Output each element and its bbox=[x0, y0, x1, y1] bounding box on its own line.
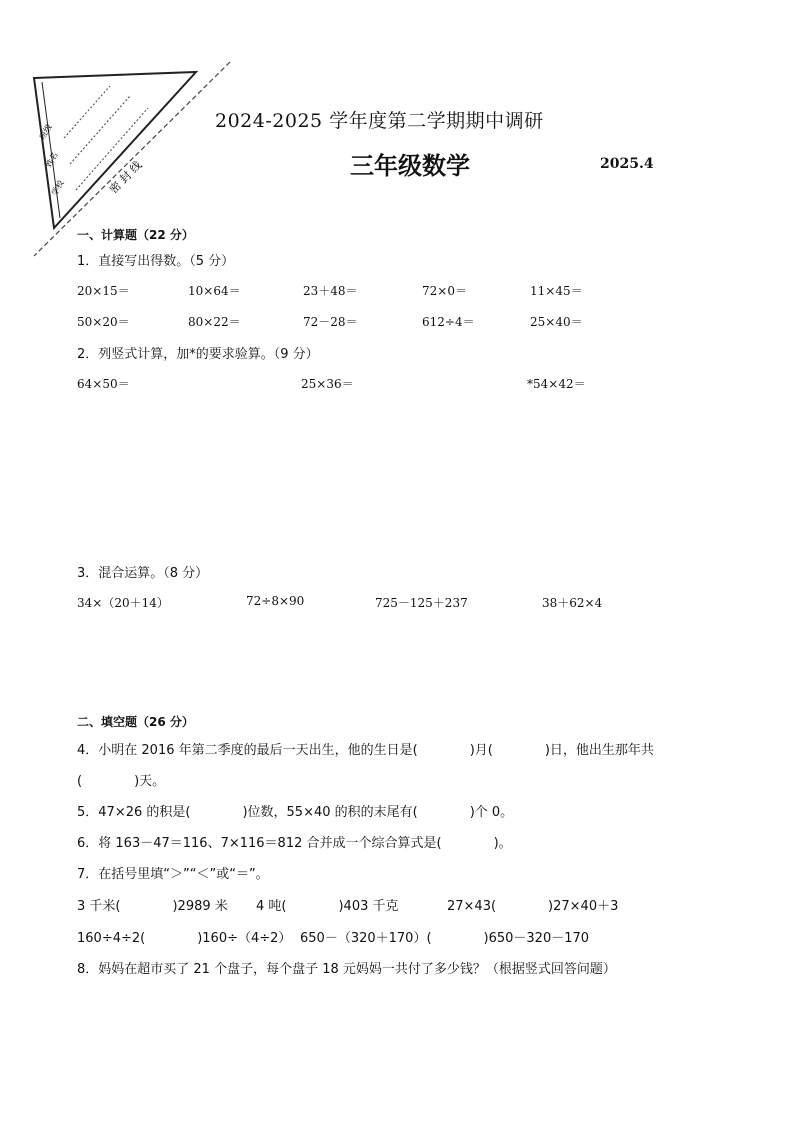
q1-expr: 72－28＝ bbox=[303, 315, 358, 329]
exam-subtitle: 三年级数学 bbox=[350, 152, 470, 180]
q3-expr: 34×（20＋14） bbox=[77, 596, 169, 610]
q7-compare-item: 160÷4÷2( )160÷（4÷2） bbox=[77, 931, 292, 946]
q8: 8．妈妈在超市买了 21 个盘子，每个盘子 18 元妈妈一共付了多少钱？（根据竖式回答问题） bbox=[77, 962, 616, 977]
q2-expr: 25×36＝ bbox=[301, 377, 354, 391]
q1-expr: 25×40＝ bbox=[530, 315, 583, 329]
school-blank-line bbox=[76, 108, 148, 190]
binding-triangle-outline bbox=[34, 72, 196, 228]
section2-heading: 二、填空题（26 分） bbox=[77, 715, 194, 729]
q3-expr: 725－125＋237 bbox=[375, 596, 468, 610]
q4-line2: ( )天。 bbox=[77, 774, 166, 789]
q7-compare-item: 4 吨( )403 千克 bbox=[256, 899, 399, 914]
q2-expr: *54×42＝ bbox=[527, 377, 586, 391]
class-label: 班级 bbox=[37, 122, 54, 141]
q1-expr: 10×64＝ bbox=[188, 284, 241, 298]
q1-expr: 23＋48＝ bbox=[303, 284, 358, 298]
q3-expr: 72÷8×90 bbox=[246, 594, 305, 608]
q2-expr: 64×50＝ bbox=[77, 377, 130, 391]
exam-date: 2025.4 bbox=[600, 156, 654, 172]
q1-label: 1．直接写出得数。（5 分） bbox=[77, 254, 235, 269]
q1-expr: 50×20＝ bbox=[77, 315, 130, 329]
q5: 5．47×26 的积是( )位数，55×40 的积的末尾有( )个 0。 bbox=[77, 805, 514, 820]
q7-compare-item: 27×43( )27×40＋3 bbox=[447, 899, 619, 914]
q4-line1: 4．小明在 2016 年第二季度的最后一天出生，他的生日是( )月( )日，他出生那年共 bbox=[77, 743, 654, 758]
exam-title: 2024-2025 学年度第二学期期中调研 bbox=[215, 110, 544, 132]
q1-expr: 72×0＝ bbox=[422, 284, 467, 298]
q3-label: 3．混合运算。（8 分） bbox=[77, 566, 209, 581]
q1-expr: 612÷4＝ bbox=[422, 315, 475, 329]
q7-compare-item: 3 千米( )2989 米 bbox=[77, 899, 228, 914]
q1-expr: 20×15＝ bbox=[77, 284, 130, 298]
q1-expr: 11×45＝ bbox=[530, 284, 583, 298]
seal-text: 密 封 线 bbox=[106, 158, 145, 197]
section1-heading: 一、计算题（22 分） bbox=[77, 228, 194, 242]
q2-label: 2．列竖式计算，加*的要求验算。（9 分） bbox=[77, 347, 319, 362]
q6: 6．将 163－47＝116、7×116＝812 合并成一个综合算式是( )。 bbox=[77, 836, 512, 851]
name-label: 姓名 bbox=[43, 150, 60, 169]
q7-label: 7．在括号里填“＞”“＜”或“＝”。 bbox=[77, 867, 269, 882]
class-blank-line bbox=[64, 86, 110, 138]
q3-expr: 38＋62×4 bbox=[542, 596, 603, 610]
q7-compare-item: 650－（320＋170）( )650－320－170 bbox=[300, 931, 590, 946]
school-label: 学校 bbox=[49, 178, 66, 197]
q1-expr: 80×22＝ bbox=[188, 315, 241, 329]
